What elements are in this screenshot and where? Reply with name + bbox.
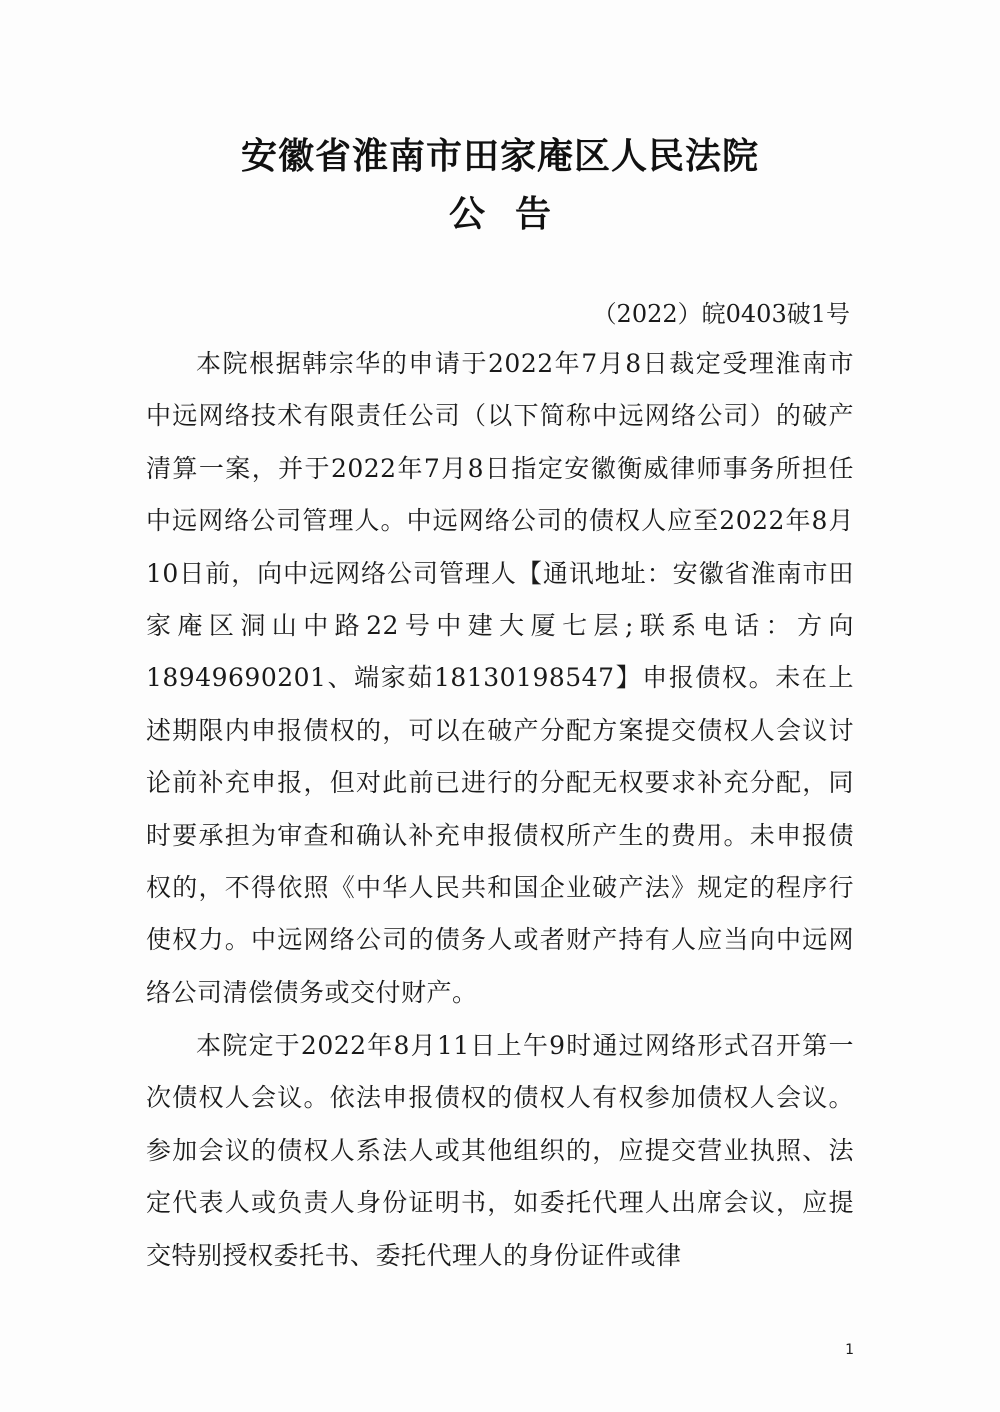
body-section-2 xyxy=(146,1020,854,1282)
paragraph-bankruptcy-acceptance: 本院根据韩宗华的申请于2022年7月8日裁定受理淮南市中远网络技术有限责任公司（以下简称中远网络公司）的破产清算一案，并于2022年7月8日指定安徽衡威律师事务所担任中远网络公司管理人。中远网络公司的债权人应至2022年8月10日前，向中远网络公司管理人【通讯地址：安徽省淮南市田家庵区洞山中路22号中建大厦七层;联系电话：方向18949690201、端家茹18130198547】申报债权。未在上述期限内申报债权的，可以在破产分配方案提交债权人会议讨论前补充申报，但对此前已进行的分配无权要求补充分配，同时要承担为审查和确认补充申报债权所产生的费用。未申报债权的，不得依照《中华人民共和国企业破产法》规定的程序行使权力。中远网络公司的债务人或者财产持有人应当向中远网络公司清偿债务或交付财产。 xyxy=(146,349,854,1007)
case-number: （2022）皖0403破1号 xyxy=(592,300,850,328)
body-section-1 xyxy=(146,338,854,1019)
notice-title: 公告 xyxy=(448,194,581,235)
court-title: 安徽省淮南市田家庵区人民法院 xyxy=(240,136,759,177)
paragraph-creditors-meeting: 本院定于2022年8月11日上午9时通过网络形式召开第一次债权人会议。依法申报债权的债权人有权参加债权人会议。参加会议的债权人系法人或其他组织的，应提交营业执照、法定代表人或负责人身份证明书，如委托代理人出席会议，应提交特别授权委托书、委托代理人的身份证件或律 xyxy=(146,1031,854,1270)
page-number: 1 xyxy=(845,1342,854,1358)
